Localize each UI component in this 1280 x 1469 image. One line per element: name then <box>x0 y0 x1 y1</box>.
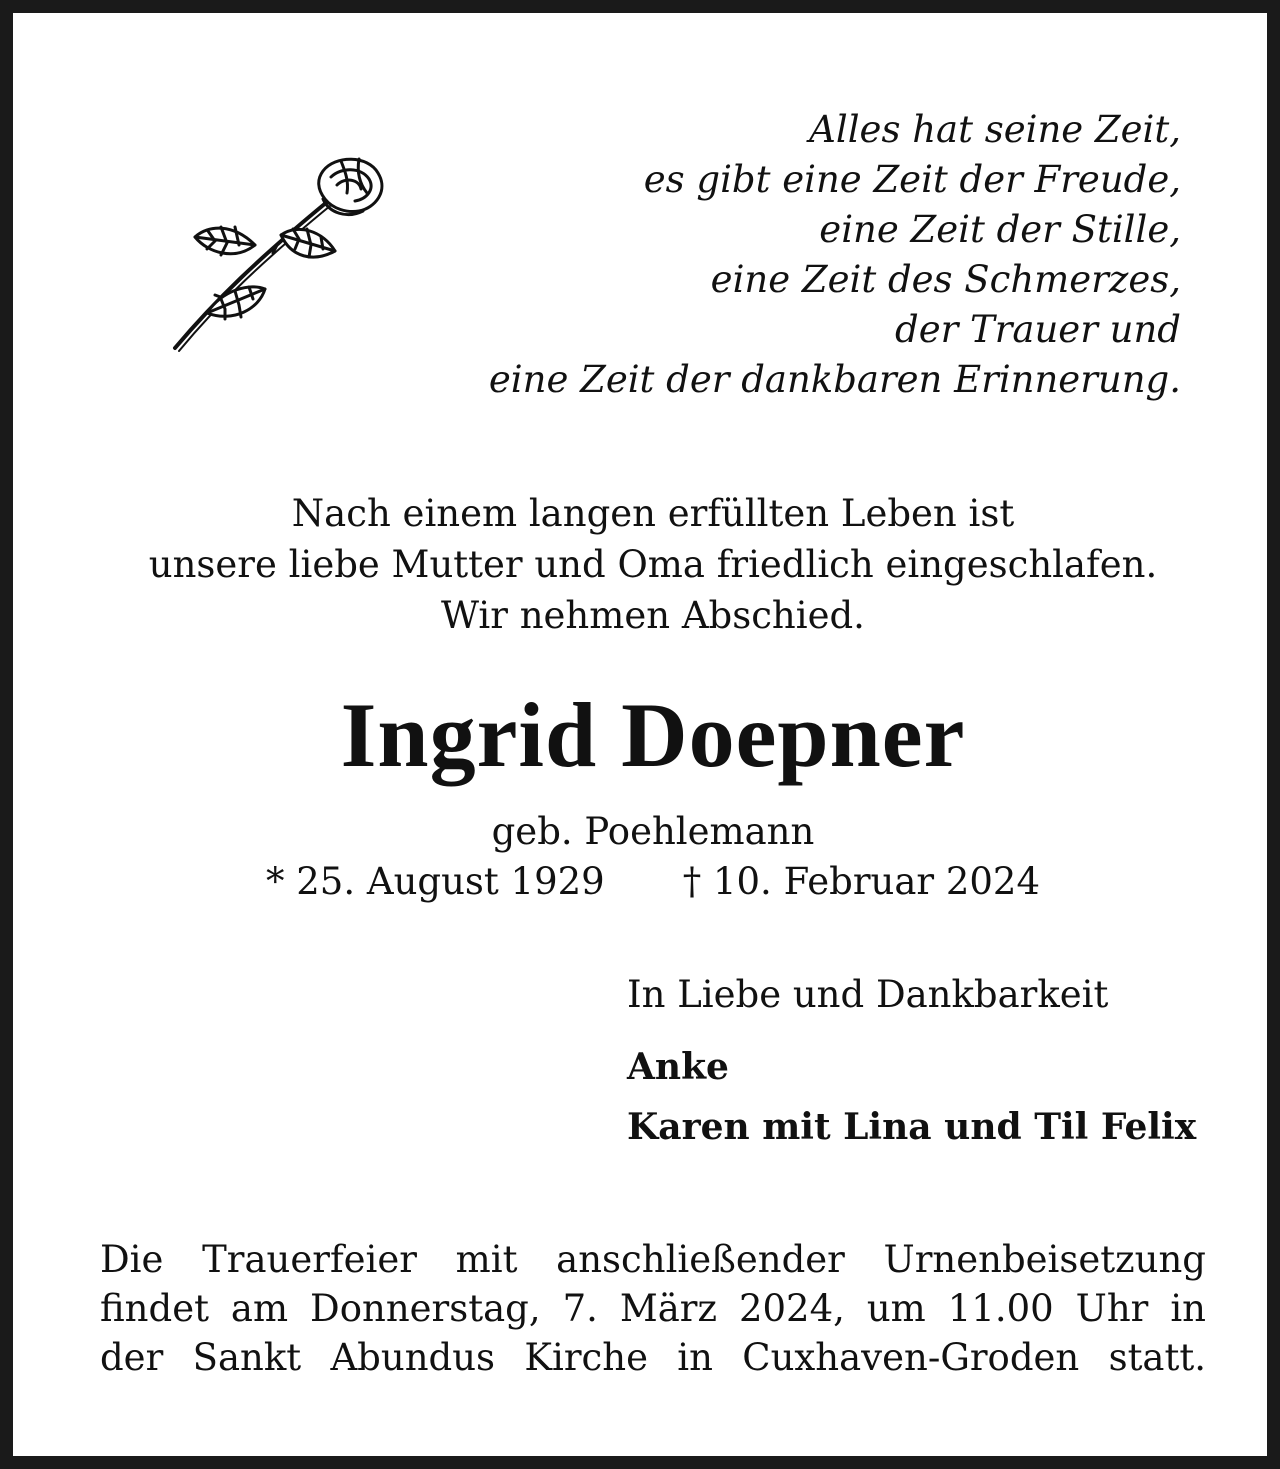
signoff-text: In Liebe und Dankbarkeit <box>627 973 1109 1016</box>
notice-line: Die Trauerfeier mit anschließender Urnenbeisetzung <box>100 1238 1206 1281</box>
poem-line: der Trauer und <box>895 308 1181 351</box>
poem-line: es gibt eine Zeit der Freude, <box>643 158 1181 201</box>
intro-line: Nach einem langen erfüllten Leben ist <box>291 492 1015 535</box>
poem <box>489 105 1181 405</box>
life-dates <box>13 858 1280 906</box>
notice-line: findet am Donnerstag, 7. März 2024, um 11.00 Uhr in <box>100 1287 1206 1330</box>
birth-name: geb. Poehlemann <box>491 810 815 853</box>
family-member: Anke <box>627 1046 729 1088</box>
intro-line: Wir nehmen Abschied. <box>441 594 865 637</box>
deceased-name: Ingrid Doepner <box>340 684 966 786</box>
intro-text <box>13 488 1280 641</box>
family-member: Karen mit Lina und Til Felix <box>627 1106 1197 1148</box>
birth-date: * 25. August 1929 <box>266 860 605 903</box>
rose-icon <box>163 153 393 358</box>
death-date: † 10. Februar 2024 <box>682 860 1040 903</box>
poem-line: eine Zeit der Stille, <box>819 208 1181 251</box>
poem-line: eine Zeit des Schmerzes, <box>710 258 1181 301</box>
intro-line: unsere liebe Mutter und Oma friedlich eingeschlafen. <box>148 543 1158 586</box>
notice-line: der Sankt Abundus Kirche in Cuxhaven-Groden statt. <box>100 1336 1206 1379</box>
funeral-notice <box>100 1235 1206 1382</box>
poem-line: Alles hat seine Zeit, <box>809 108 1181 151</box>
poem-line: eine Zeit der dankbaren Erinnerung. <box>488 358 1181 401</box>
